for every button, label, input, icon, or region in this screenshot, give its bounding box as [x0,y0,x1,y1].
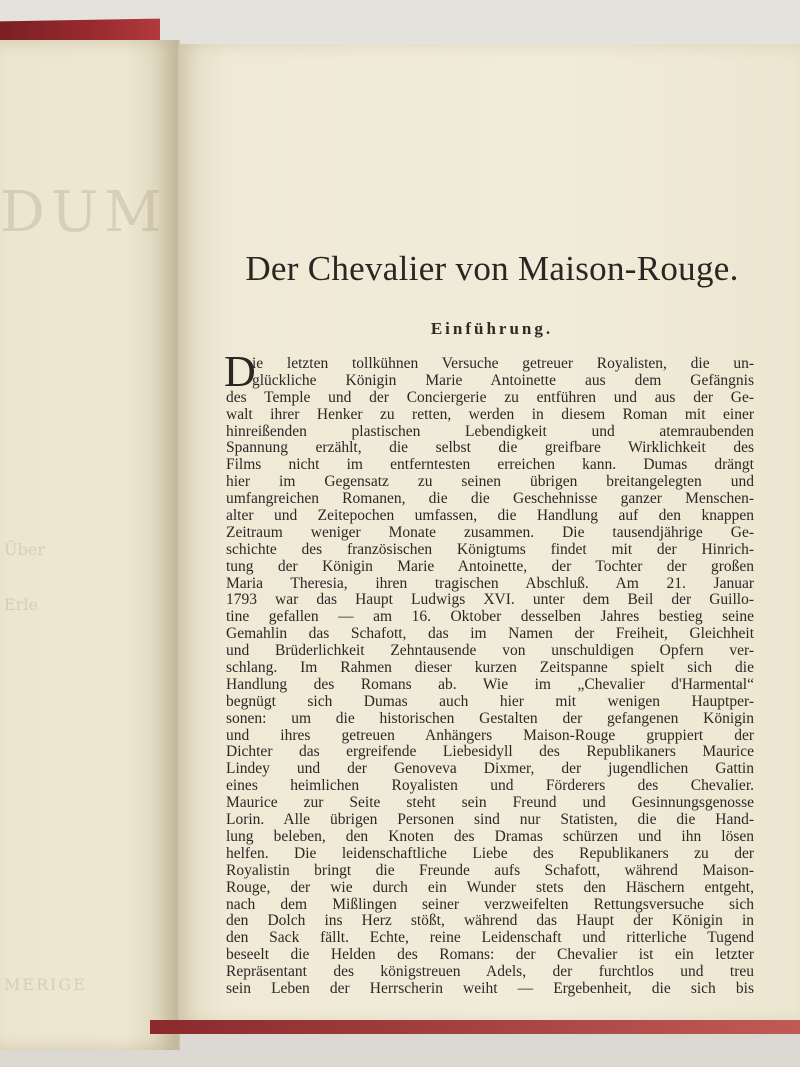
text-line: 1793 war das Haupt Ludwigs XVI. unter dem Beil der Guillo- [226,592,754,609]
text-line: Royalistin bringt die Freunde aufs Schafott, während Maison- [226,862,754,879]
text-line: und Brüderlichkeit Zehntausende von unschuldigen Opfern ver- [226,643,754,660]
text-line: schichte des französischen Königtums findet mit der Hinrich- [226,541,754,558]
text-line: tine gefallen — am 16. Oktober desselben Jahres bestieg seine [226,609,754,626]
text-line: Spannung erzählt, die selbst die greifbare Wirklichkeit des [226,440,754,457]
text-line: beseelt die Helden des Romans: der Chevalier ist ein letzter [226,947,754,964]
text-line: tung der Königin Marie Antoinette, der Tochter der großen [226,558,754,575]
text-line: Lorin. Alle übrigen Personen sind nur Statisten, die die Hand- [226,812,754,829]
text-line: und ihres getreuen Anhängers Maison-Rouge gruppiert der [226,727,754,744]
drop-cap: D [224,347,256,396]
text-line: Maria Theresia, ihren tragischen Abschluß. Am 21. Januar [226,575,754,592]
text-line: Lindey und der Genoveva Dixmer, der jugendlichen Gattin [226,761,754,778]
text-line: alter und Zeitepochen umfassen, die Handlung auf den knappen [226,508,754,525]
text-line: Repräsentant des königstreuen Adels, der furchtlos und treu [226,964,754,981]
bleed-through-text: MERIGE [4,975,87,994]
bleed-through-text: DUM [0,180,168,245]
chapter-title: Der Chevalier von Maison-Rouge. [245,249,739,288]
text-line: Rouge, der wie durch ein Wunder stets den Häschern entgeht, [226,879,754,896]
text-line: sonen: um die historischen Gestalten der gefangenen Königin [226,710,754,727]
bleed-through-text: Erle [4,595,38,614]
text-line: Zeitraum weniger Monate zusammen. Die tausendjährige Ge- [226,524,754,541]
body-text [224,347,754,998]
text-line: Gemahlin das Schafott, das im Namen der Freiheit, Gleichheit [226,626,754,643]
section-heading: Einführung. [430,319,554,338]
text-line: Films nicht im entferntesten erreichen kann. Dumas drängt [226,457,754,474]
right-page [178,44,800,1024]
text-line: Dichter das ergreifende Liebesidyll des Republikaners Maurice [226,744,754,761]
book-cover-bottom-edge [150,1020,800,1034]
text-line: eines heimlichen Royalisten und Förderers des Chevalier. [226,778,754,795]
left-page [0,40,180,1050]
text-line: ie letzten tollkühnen Versuche getreuer Royalisten, die un- [252,356,754,372]
text-line: lung beleben, den Knoten des Dramas schürzen und ihn lösen [226,828,754,845]
text-line: den Dolch ins Herz stößt, während das Haupt der Königin in [226,913,754,930]
text-line: Handlung des Romans ab. Wie im „Chevalier d'Harmental“ [226,676,754,693]
text-line: sein Leben der Herrscherin weiht — Ergebenheit, die sich bis [226,980,754,997]
text-line: Maurice zur Seite steht sein Freund und Gesinnungsgenosse [226,795,754,812]
text-line: begnügt sich Dumas auch hier mit wenigen Hauptper- [226,693,754,710]
text-line: des Temple und der Conciergerie zu entführen und aus der Ge- [226,389,754,406]
text-line: hinreißenden plastischen Lebendigkeit und atemraubenden [226,423,754,440]
text-line: glückliche Königin Marie Antoinette aus dem Gefängnis [252,372,754,389]
text-lines [226,356,754,998]
bleed-through-text: Über [4,540,45,559]
text-line: den Sack fällt. Echte, reine Leidenschaft und ritterliche Tugend [226,930,754,947]
text-line: hier im Gegensatz zu seinen übrigen breitangelegten und [226,474,754,491]
text-line: nach dem Mißlingen seiner verzweifelten Rettungsversuche sich [226,896,754,913]
text-line: helfen. Die leidenschaftliche Liebe des Republikaners zu der [226,845,754,862]
text-line: umfangreichen Romanen, die die Geschehnisse ganzer Menschen- [226,491,754,508]
text-line: schlang. Im Rahmen dieser kurzen Zeitspanne spielt sich die [226,660,754,677]
text-line: walt ihrer Henker zu retten, werden in diesem Roman mit einer [226,406,754,423]
